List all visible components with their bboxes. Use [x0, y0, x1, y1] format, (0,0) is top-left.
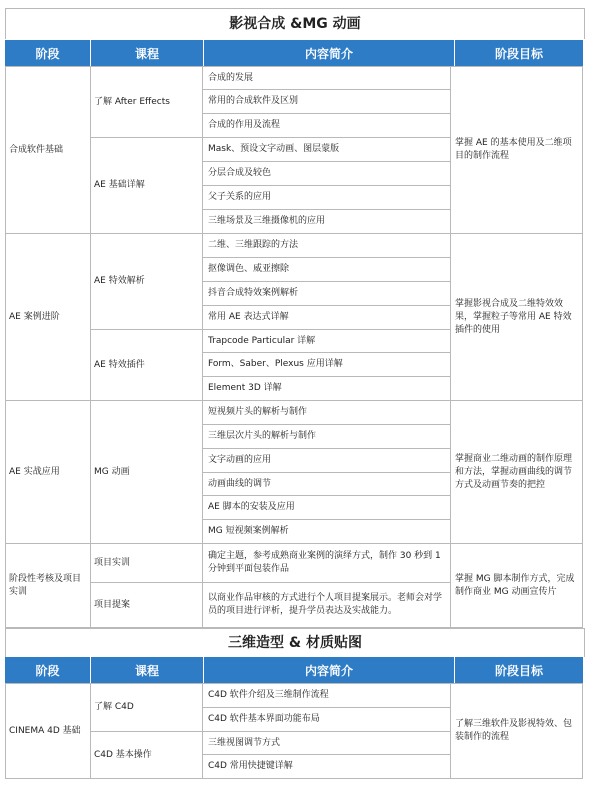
- course-cell: 项目提案: [90, 582, 203, 628]
- course-cell: C4D 基本操作: [90, 731, 203, 779]
- content-item: C4D 常用快捷键详解: [208, 761, 293, 771]
- content-item: AE 脚本的安装及应用: [203, 496, 450, 520]
- content-item: 三维场景及三维摄像机的应用: [208, 216, 326, 226]
- content-item: 合成的作用及流程: [208, 120, 281, 130]
- content-cell: 以商业作品审核的方式进行个人项目提案展示。老师会对学员的项目进行评析，提升学员表达及实战能力。: [202, 582, 451, 628]
- content-item: C4D 软件介绍及三维制作流程: [203, 684, 450, 708]
- content-item: 文字动画的应用: [203, 449, 450, 473]
- section-title: 三维造型 & 材质贴图: [5, 628, 585, 657]
- header-content: 内容简介: [204, 657, 455, 683]
- stage-cell: 阶段性考核及项目实训: [5, 543, 91, 628]
- goal-cell: 了解三维软件及影视特效、包装制作的流程: [450, 683, 583, 779]
- course-cell: MG 动画: [90, 400, 203, 544]
- header-content: 内容简介: [204, 40, 455, 66]
- content-item: 抖音合成特效案例解析: [203, 282, 450, 306]
- header-stage: 阶段: [5, 657, 91, 683]
- course-cell: 项目实训: [90, 543, 203, 583]
- goal-cell: 掌握 AE 的基本使用及二维项目的制作流程: [450, 66, 583, 234]
- header-course: 课程: [91, 40, 204, 66]
- stage-cell: CINEMA 4D 基础: [5, 683, 91, 779]
- content-item: 三维层次片头的解析与制作: [203, 425, 450, 449]
- content-item: 二维、三维跟踪的方法: [203, 234, 450, 258]
- table-header: [5, 657, 583, 683]
- stage-cell: AE 实战应用: [5, 400, 91, 544]
- goal-cell: 掌握影视合成及二维特效效果，掌握粒子等常用 AE 特效插件的使用: [450, 233, 583, 401]
- content-item: 动画曲线的调节: [203, 473, 450, 496]
- content-item: 分层合成及较色: [203, 162, 450, 186]
- stage-cell: AE 案例进阶: [5, 233, 91, 401]
- header-goal: 阶段目标: [494, 46, 543, 61]
- content-item: Mask、预设文字动画、图层蒙版: [203, 138, 450, 162]
- table-header: [5, 40, 583, 66]
- content-cell: 确定主题，参考成熟商业案例的演绎方式，制作 30 秒到 1 分钟到平面包装作品: [202, 543, 451, 583]
- content-item: MG 短视频案例解析: [208, 526, 289, 536]
- goal-cell: 掌握 MG 脚本制作方式，完成制作商业 MG 动画宣传片: [450, 543, 583, 628]
- content-item: Trapcode Particular 详解: [203, 330, 450, 353]
- content-item: Element 3D 详解: [208, 383, 282, 393]
- content-item: 父子关系的应用: [203, 186, 450, 210]
- section-title: 影视合成 &MG 动画: [5, 8, 585, 39]
- content-item: 合成的发展: [203, 67, 450, 90]
- content-item: 三维视图调节方式: [203, 732, 450, 755]
- goal-cell: 掌握商业二维动画的制作原理和方法，掌握动画曲线的调节方式及动画节奏的把控: [450, 400, 583, 544]
- content-item: 常用 AE 表达式详解: [208, 312, 289, 322]
- course-cell: 了解 After Effects: [90, 66, 203, 138]
- course-cell: AE 基础详解: [90, 137, 203, 234]
- course-cell: 了解 C4D: [90, 683, 203, 732]
- header-goal: 阶段目标: [494, 663, 543, 678]
- header-course: 课程: [91, 657, 204, 683]
- content-item: C4D 软件基本界面功能布局: [208, 714, 320, 724]
- header-stage: 阶段: [5, 40, 91, 66]
- content-item: 常用的合成软件及区别: [203, 90, 450, 114]
- course-cell: AE 特效插件: [90, 329, 203, 401]
- content-item: 抠像调色、威亚擦除: [203, 258, 450, 282]
- stage-cell: 合成软件基础: [5, 66, 91, 234]
- content-item: 短视频片头的解析与制作: [203, 401, 450, 425]
- course-cell: AE 特效解析: [90, 233, 203, 330]
- content-item: Form、Saber、Plexus 应用详解: [203, 353, 450, 377]
